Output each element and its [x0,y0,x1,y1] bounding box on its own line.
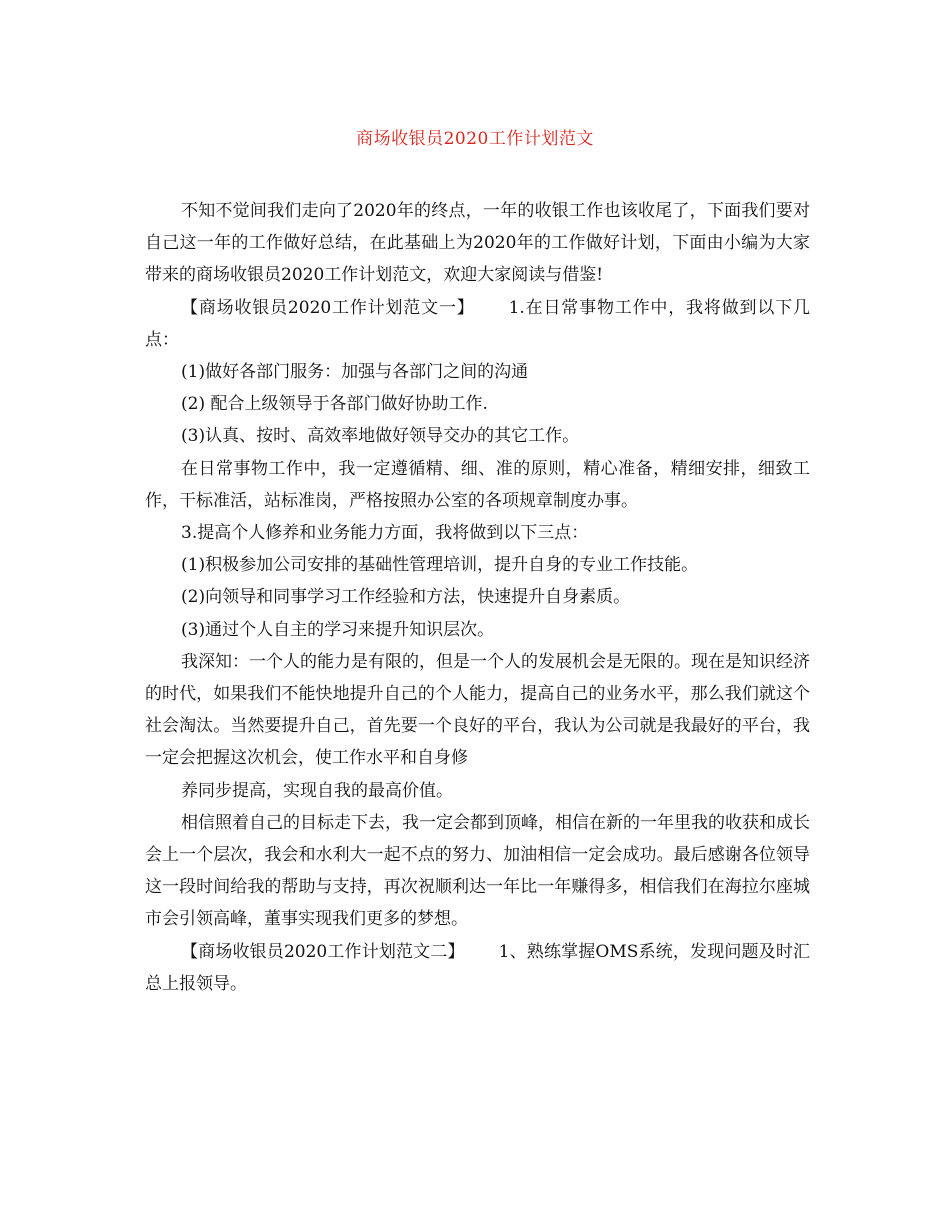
document-title: 商场收银员2020工作计划范文 [356,129,594,149]
section-one-text: 1.在日常事物工作中，我将做到以下几点： [145,297,810,350]
section-one-heading: 【商场收银员2020工作计划范文一】 [181,297,475,318]
list-item: (2)向领导和同事学习工作经验和方法，快速提升自身素质。 [181,587,631,608]
section-two-text: 1、熟练掌握OMS系统，发现问题及时汇总上报领导。 [145,941,811,994]
body-paragraph: 在日常事物工作中，我一定遵循精、细、准的原则，精心准备，精细安排，细致工作，干标准活，站标准岗，严格按照办公室的各项规章制度办事。 [145,458,810,511]
list-item: (1)积极参加公司安排的基础性管理培训，提升自身的专业工作技能。 [181,555,699,576]
intro-paragraph: 不知不觉间我们走向了2020年的终点，一年的收银工作也该收尾了，下面我们要对自己这一年的工作做好总结，在此基础上为2020年的工作做好计划，下面由小编为大家带来的商场收银员2020工作计划范文，欢迎大家阅读与借鉴! [145,201,810,286]
list-item: (1)做好各部门服务：加强与各部门之间的沟通 [181,362,529,383]
body-paragraph: 养同步提高，实现自我的最高价值。 [181,780,453,801]
body-paragraph: 相信照着自己的目标走下去，我一定会都到顶峰，相信在新的一年里我的收获和成长会上一个层次，我会和水利大一起不点的努力、加油相信一定会成功。最后感谢各位领导这一段时间给我的帮助与支持，再次祝顺利达一年比一年赚得多，相信我们在海拉尔座城市会引领高峰，董事实现我们更多的梦想。 [145,812,810,930]
list-heading: 3.提高个人修养和业务能力方面，我将做到以下三点： [181,523,589,544]
document-body [145,195,810,1000]
list-item: (3)通过个人自主的学习来提升知识层次。 [181,619,495,640]
section-two-paragraph [145,936,810,1000]
section-two-heading: 【商场收银员2020工作计划范文二】 [181,941,465,962]
list-item: (3)认真、按时、高效率地做好领导交办的其它工作。 [181,426,580,447]
body-paragraph: 我深知：一个人的能力是有限的，但是一个人的发展机会是无限的。现在是知识经济的时代，如果我们不能快地提升自己的个人能力，提高自己的业务水平，那么我们就这个社会淘汰。当然要提升自己，首先要一个良好的平台，我认为公司就是我最好的平台，我一定会把握这次机会，使工作水平和自身修 [145,651,810,769]
section-one-paragraph [145,292,810,356]
list-item: (2) 配合上级领导于各部门做好协助工作. [181,394,488,415]
